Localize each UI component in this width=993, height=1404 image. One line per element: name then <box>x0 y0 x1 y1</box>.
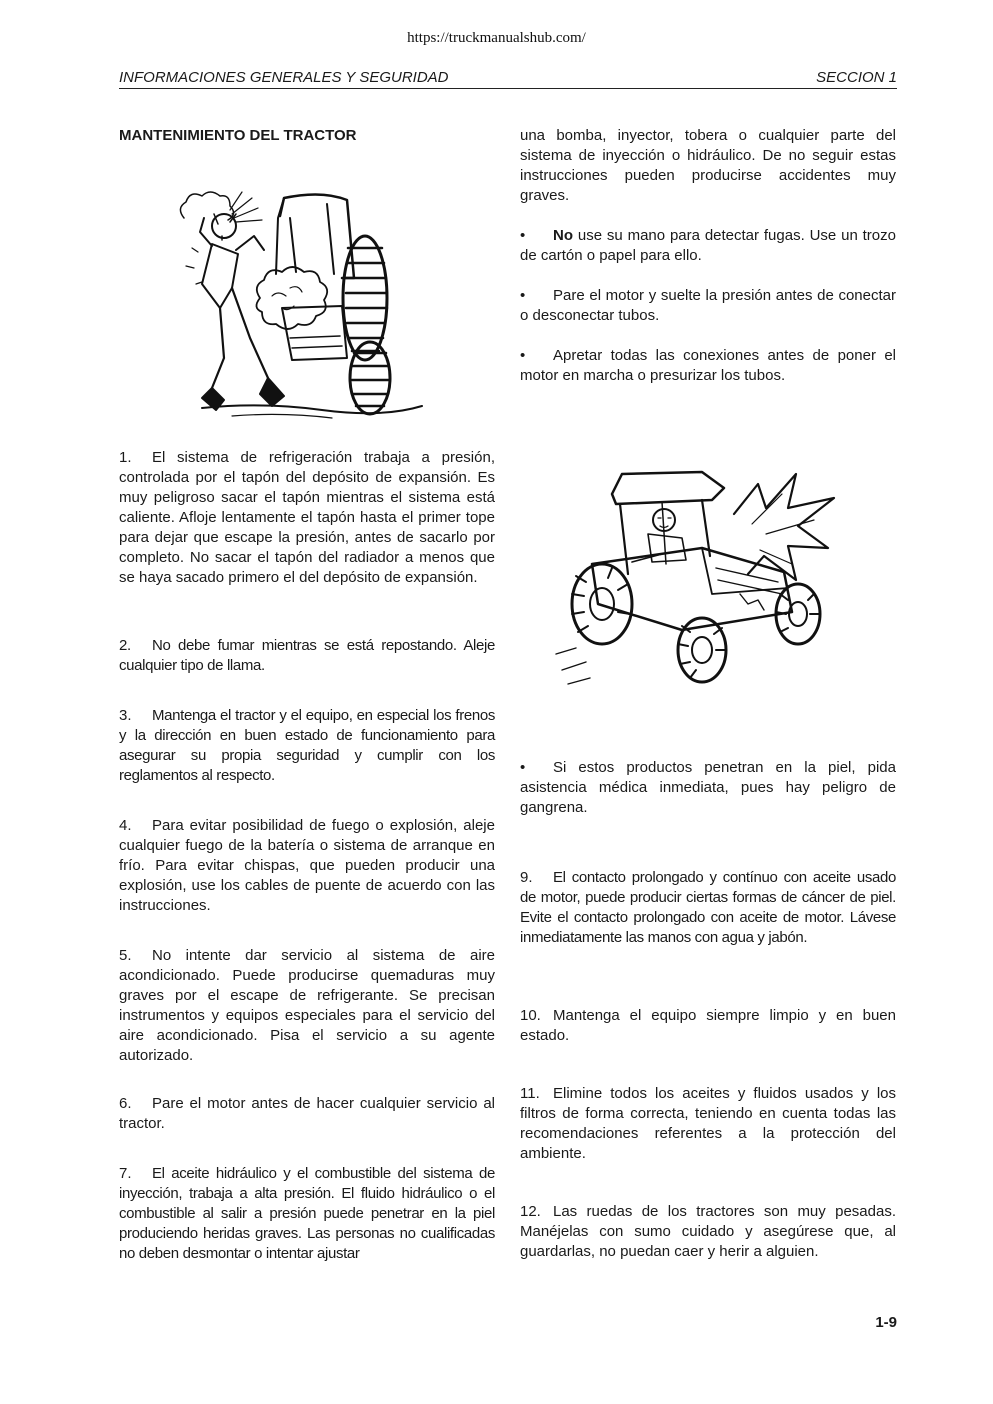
left-items <box>119 448 495 588</box>
list-item-5: 5. No intente dar servicio al sistema de aire acondicionado. Puede producirse quemaduras muy graves por el escape de refrigerante. Se precisan instrumentos y equipos especiales para el servicio del aire acondicionado. Pisa el servicio a su agente autorizado. <box>119 947 495 1064</box>
list-item-6: 6. Pare el motor antes de hacer cualquier servicio al tractor. <box>119 1095 495 1132</box>
tractor-collision-illustration <box>552 464 842 696</box>
list-item-7: 7. El aceite hidráulico y el combustible del sistema de inyección, trabaja a alta presión. El fluido hidráulico o el combustible al salir a presión puede penetrar en la piel produciendo heridas graves. Las personas no cualificadas no deben desmontar o intentar ajustar <box>119 1165 495 1262</box>
list-item-4: 4. Para evitar posibilidad de fuego o explosión, aleje cualquier fuego de la batería o sistema de arranque en frío. Para evitar chispas, que pueden producir una explosión, use los cables de puente de acuerdo con las instrucciones. <box>119 817 495 914</box>
list-item-12: 12. Las ruedas de los tractores son muy pesadas. Manéjelas con sumo cuidado y asegúrese que, al guardarlas, no puedan caer y herir a alguien. <box>520 1203 896 1260</box>
header-section-number: SECCION 1 <box>816 69 897 86</box>
section-title: MANTENIMIENTO DEL TRACTOR <box>119 127 357 144</box>
left-column <box>119 126 495 146</box>
list-item-9: 9. El contacto prolongado y contínuo con aceite usado de motor, puede producir ciertas formas de cáncer de piel. Evite el contacto prolongado con aceite de motor. Lávese inmediatamente las manos con agua y jabón. <box>520 869 896 946</box>
page-header <box>119 68 897 89</box>
list-item-10: 10. Mantenga el equipo siempre limpio y en buen estado. <box>520 1007 896 1044</box>
radiator-steam-burn-illustration <box>172 188 424 424</box>
list-item-1: 1. El sistema de refrigeración trabaja a presión, controlada por el tapón del depósito de expansión. Es muy peligroso sacar el tapón mientras el sistema está caliente. Afloje lentamente el tapón hasta el primer tope para dejar que escape la presión, antes de sacarlo por completo. No sacar el tapón del radiador a menos que se haya sacado primero el del depósito de expansión. <box>119 449 495 586</box>
header-section-title: INFORMACIONES GENERALES Y SEGURIDAD <box>119 69 449 86</box>
page-number: 1-9 <box>875 1314 897 1331</box>
list-item-11: 11. Elimine todos los aceites y fluidos usados y los filtros de forma correcta, teniendo en cuenta todas las recomendaciones referentes a la protección del ambiente. <box>520 1085 896 1162</box>
list-item-2: 2. No debe fumar mientras se está repostando. Aleje cualquier tipo de llama. <box>119 637 495 674</box>
source-url[interactable]: https://truckmanualshub.com/ <box>407 30 586 46</box>
bullet-item-2: • Pare el motor y suelte la presión antes de conectar o desconectar tubos. <box>520 287 896 324</box>
right-continuation: una bomba, inyector, tobera o cualquier parte del sistema de inyección o hidráulico. De no seguir estas instrucciones pueden producirse accidentes muy graves. <box>520 127 896 204</box>
list-item-3: 3. Mantenga el tractor y el equipo, en especial los frenos y la dirección en buen estado de funcionamiento para asegurar su propia seguridad y cumplir con los reglamentos al respecto. <box>119 707 495 784</box>
bullet-item-3: • Apretar todas las conexiones antes de poner el motor en marcha o presurizar los tubos. <box>520 347 896 384</box>
bullet-item-4: • Si estos productos penetran en la piel, pida asistencia médica inmediata, pues hay peligro de gangrena. <box>520 759 896 816</box>
bullet-item-1: • No use su mano para detectar fugas. Use un trozo de cartón o papel para ello. <box>520 227 896 264</box>
